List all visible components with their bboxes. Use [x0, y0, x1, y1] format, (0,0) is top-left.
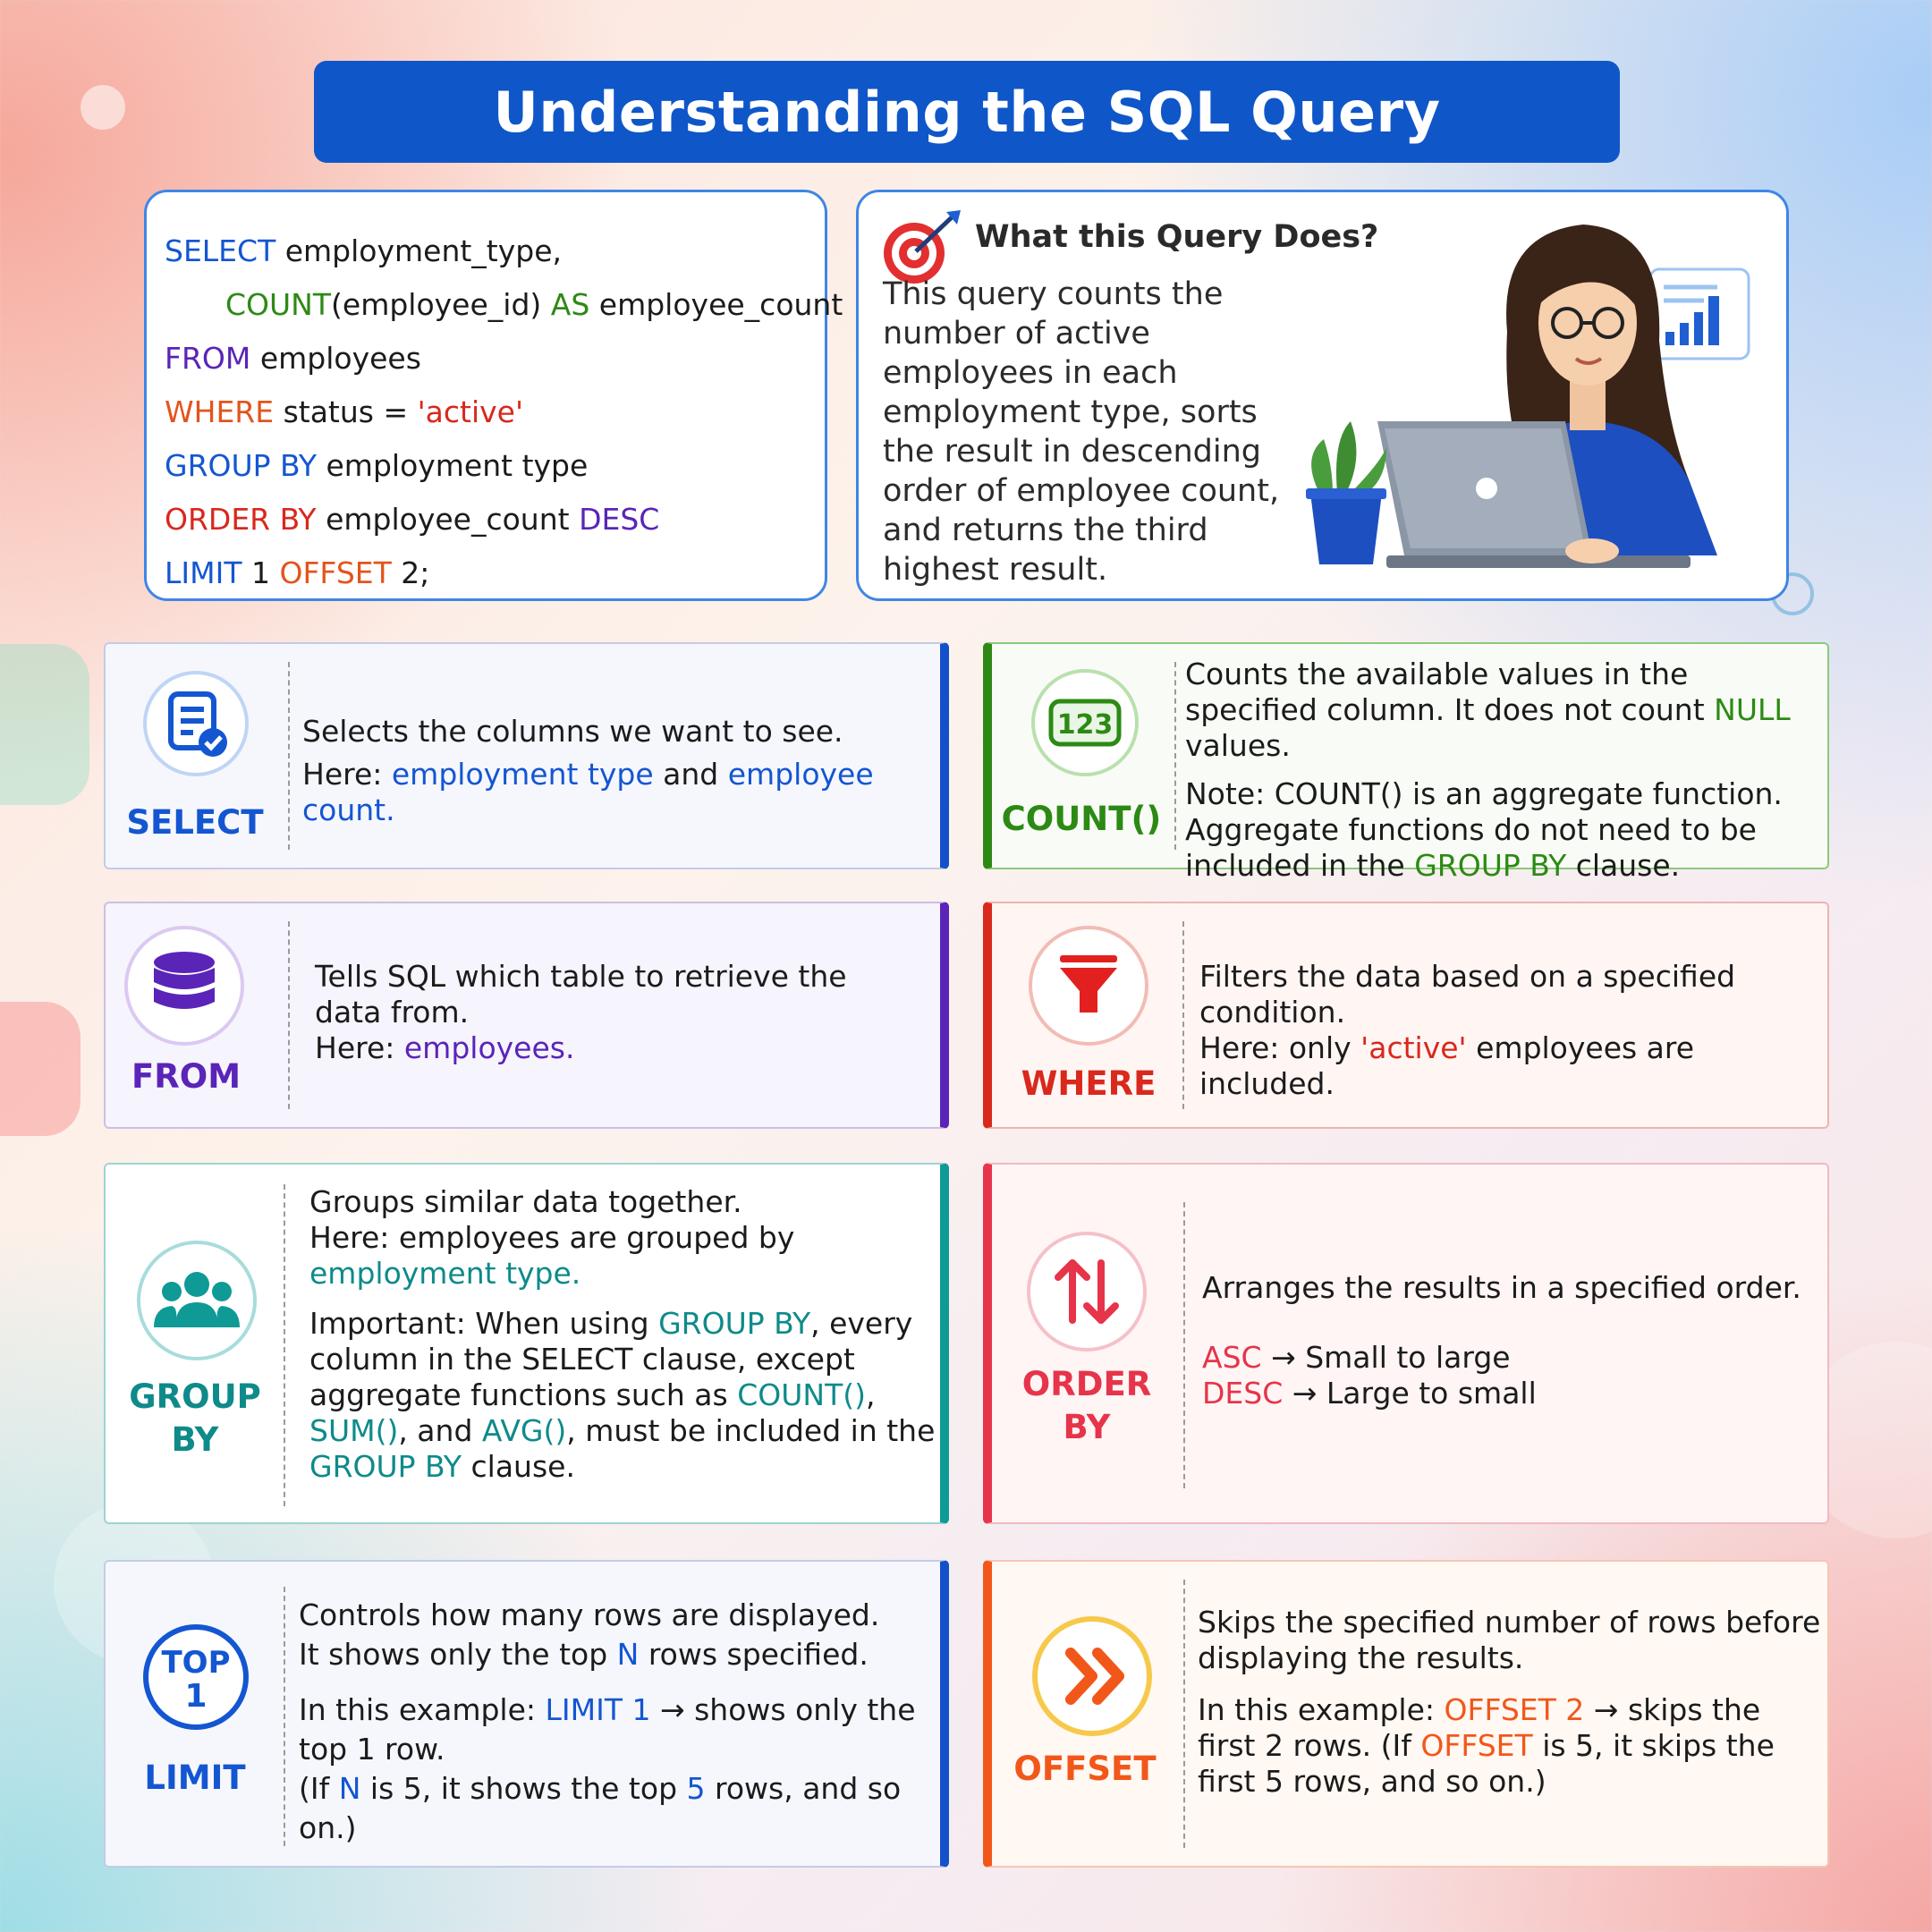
highlight: GROUP BY	[658, 1306, 811, 1341]
text-span: clause.	[1566, 848, 1681, 883]
code-keyword: OFFSET	[279, 555, 392, 590]
text-span: ,	[865, 1377, 876, 1412]
from-icon-wrap	[122, 923, 247, 1048]
highlight: LIMIT 1	[545, 1692, 651, 1727]
text-span: , every column in the SELECT clause, except aggregate functions such as	[309, 1306, 913, 1412]
code-keyword: GROUP BY	[165, 448, 318, 483]
card-text	[1198, 1605, 1824, 1800]
card-label: SELECT	[126, 803, 264, 842]
code-text: employment_type,	[275, 233, 563, 268]
sort-arrows-icon	[1024, 1229, 1149, 1354]
code-line-groupby	[165, 445, 825, 498]
card-line	[299, 1635, 936, 1674]
highlight: 5	[686, 1771, 706, 1806]
code-line-limit	[165, 552, 825, 606]
card-label: WHERE	[1021, 1064, 1157, 1103]
woman-at-laptop-illustration	[1297, 198, 1780, 591]
code-line-from	[165, 337, 825, 391]
code-text: employment type	[317, 448, 589, 483]
card-label	[1006, 1363, 1167, 1449]
highlight: employment type	[391, 757, 654, 792]
text-span: Here:	[315, 1030, 404, 1065]
code-line-select	[165, 230, 825, 284]
highlight: N	[338, 1771, 361, 1806]
card-text	[1185, 657, 1811, 884]
card-line: Here: employees are grouped by	[309, 1220, 795, 1255]
orderby-icon-wrap	[1024, 1229, 1149, 1354]
card-select	[104, 642, 949, 869]
card-label-line: BY	[171, 1420, 219, 1459]
text-span: (If	[299, 1771, 339, 1806]
highlight: NULL	[1714, 692, 1791, 727]
card-divider	[1174, 662, 1176, 850]
code-text: employees	[250, 341, 421, 376]
page-title: Understanding the SQL Query	[493, 79, 1441, 145]
code-keyword: LIMIT	[165, 555, 242, 590]
text-span: → skips the first 2 rows. (If	[1198, 1692, 1761, 1763]
card-line	[299, 1769, 936, 1848]
card-line: Arranges the results in a specified order.	[1202, 1270, 1801, 1305]
text-span: employees are included.	[1199, 1030, 1695, 1101]
card-text	[1202, 1270, 1819, 1411]
text-span: and	[653, 757, 728, 792]
card-text	[302, 714, 933, 828]
highlight: OFFSET 2	[1444, 1692, 1585, 1727]
text-span: is 5, it shows the top	[360, 1771, 687, 1806]
card-divider	[284, 1184, 285, 1506]
card-line	[1202, 1340, 1819, 1376]
card-line: Tells SQL which table to retrieve the data from.	[315, 959, 847, 1030]
top-one-badge-icon	[141, 1623, 250, 1732]
card-text	[299, 1596, 936, 1848]
card-line	[302, 757, 933, 828]
card-line: Filters the data based on a specified condition.	[1199, 959, 1736, 1030]
highlight: GROUP BY	[1414, 848, 1567, 883]
code-text: employee_count	[589, 287, 843, 322]
query-explanation-panel	[856, 190, 1789, 601]
title-banner	[314, 61, 1620, 163]
bg-bubble	[80, 85, 125, 130]
text-span: → shows only the top 1 row.	[299, 1692, 916, 1767]
card-label: LIMIT	[144, 1758, 246, 1797]
card-label: FROM	[131, 1057, 242, 1096]
text-span: Here:	[302, 757, 392, 792]
card-line	[1202, 1376, 1819, 1411]
card-label	[114, 1376, 275, 1462]
card-line	[299, 1690, 936, 1769]
users-group-icon	[134, 1238, 259, 1363]
card-line	[1185, 776, 1811, 884]
highlight: N	[616, 1637, 640, 1672]
card-orderby	[983, 1163, 1829, 1524]
card-text	[309, 1184, 936, 1485]
card-text	[315, 959, 896, 1066]
select-icon-wrap	[141, 669, 250, 778]
card-label-line: GROUP	[129, 1377, 261, 1416]
card-label: OFFSET	[1013, 1750, 1157, 1788]
card-count	[983, 642, 1829, 883]
card-text	[1199, 959, 1817, 1102]
text-span: Important: When using	[309, 1306, 659, 1341]
text-span: rows specified.	[639, 1637, 869, 1672]
icon-num-text: 1	[184, 1678, 208, 1715]
code-keyword: WHERE	[165, 394, 275, 429]
number-123-icon	[1030, 667, 1140, 778]
highlight: 'active'	[1360, 1030, 1467, 1065]
svg-text:123: 123	[1056, 709, 1114, 741]
text-span: Here: only	[1199, 1030, 1361, 1065]
highlight: SUM()	[309, 1413, 399, 1448]
card-line	[315, 1030, 896, 1066]
card-label: COUNT()	[1001, 800, 1162, 838]
card-divider	[1182, 921, 1184, 1109]
code-keyword: AS	[550, 287, 590, 322]
card-line: Skips the specified number of rows before displaying the results.	[1198, 1605, 1821, 1675]
database-icon	[122, 923, 247, 1048]
card-divider	[288, 662, 290, 850]
card-line: Controls how many rows are displayed.	[299, 1597, 880, 1632]
highlight: COUNT()	[737, 1377, 866, 1412]
code-text: status =	[274, 394, 418, 429]
card-label-line: ORDER	[1021, 1365, 1152, 1403]
card-line	[1198, 1692, 1824, 1800]
fast-forward-icon	[1030, 1614, 1155, 1739]
filter-funnel-icon	[1026, 923, 1151, 1048]
text-span: is 5, it skips the first 5 rows, and so on.)	[1198, 1728, 1775, 1799]
card-divider	[1183, 1202, 1185, 1488]
highlight: employee count.	[302, 757, 874, 827]
text-span: → Large to small	[1283, 1376, 1537, 1411]
code-text: 1	[242, 555, 280, 590]
text-span: rows, and so on.)	[299, 1771, 902, 1845]
text-span: In this example:	[299, 1692, 546, 1727]
text-span: clause.	[462, 1449, 575, 1484]
text-span: Note: COUNT() is an aggregate function. Aggregate functions do not need to be included in the	[1185, 776, 1783, 883]
text-span: In this example:	[1198, 1692, 1445, 1727]
card-divider	[284, 1587, 285, 1846]
card-line: employment type.	[309, 1256, 581, 1291]
code-line-count	[165, 284, 843, 337]
code-keyword: FROM	[165, 341, 251, 376]
sql-code-panel	[144, 190, 843, 601]
text-span: It shows only the top	[299, 1637, 617, 1672]
groupby-icon-wrap	[134, 1238, 259, 1363]
highlight: AVG()	[481, 1413, 567, 1448]
highlight: GROUP BY	[309, 1449, 462, 1484]
limit-icon-wrap	[141, 1623, 250, 1732]
code-line-where	[165, 391, 825, 445]
card-line: Groups similar data together.	[309, 1184, 742, 1219]
card-line	[309, 1306, 936, 1485]
document-check-icon	[141, 669, 250, 778]
explanation-heading: What this Query Does?	[975, 219, 1379, 255]
text-span: Counts the available values in the specified column. It does not count	[1185, 657, 1715, 727]
bg-bubble	[0, 1002, 80, 1136]
card-line	[1185, 657, 1811, 764]
text-span: → Small to large	[1261, 1340, 1511, 1375]
code-line-orderby	[165, 498, 825, 552]
code-keyword: SELECT	[165, 233, 276, 268]
card-line: Selects the columns we want to see.	[302, 714, 843, 749]
highlight: ASC	[1202, 1340, 1262, 1375]
offset-icon-wrap	[1030, 1614, 1155, 1739]
card-groupby	[104, 1163, 949, 1524]
card-divider	[1183, 1580, 1185, 1848]
card-limit	[104, 1560, 949, 1868]
count-icon-wrap	[1030, 667, 1140, 778]
code-string: 'active'	[417, 394, 524, 429]
code-keyword: DESC	[579, 502, 660, 537]
card-line	[1199, 1030, 1817, 1102]
highlight: DESC	[1202, 1376, 1284, 1411]
text-span: values.	[1185, 728, 1291, 763]
card-label-line: BY	[1063, 1408, 1111, 1446]
card-divider	[288, 921, 290, 1109]
card-from	[104, 902, 949, 1129]
explanation-text: This query counts the number of active employees in each employment type, sorts the result in descending order of employee count, and returns the third highest result.	[883, 276, 1280, 588]
highlight: employees.	[403, 1030, 575, 1065]
text-span: , must be included in the	[566, 1413, 936, 1448]
highlight: OFFSET	[1420, 1728, 1533, 1763]
bg-bubble	[0, 644, 89, 805]
code-text: employee_count	[316, 502, 580, 537]
code-keyword: ORDER BY	[165, 502, 317, 537]
card-where	[983, 902, 1829, 1129]
code-text: 2;	[391, 555, 430, 590]
text-span: , and	[398, 1413, 482, 1448]
icon-top-text: TOP	[161, 1645, 231, 1681]
where-icon-wrap	[1026, 923, 1151, 1048]
card-offset	[983, 1560, 1829, 1868]
code-keyword: COUNT	[225, 287, 332, 322]
code-text: (employee_id)	[331, 287, 551, 322]
spacer	[1202, 1306, 1819, 1340]
